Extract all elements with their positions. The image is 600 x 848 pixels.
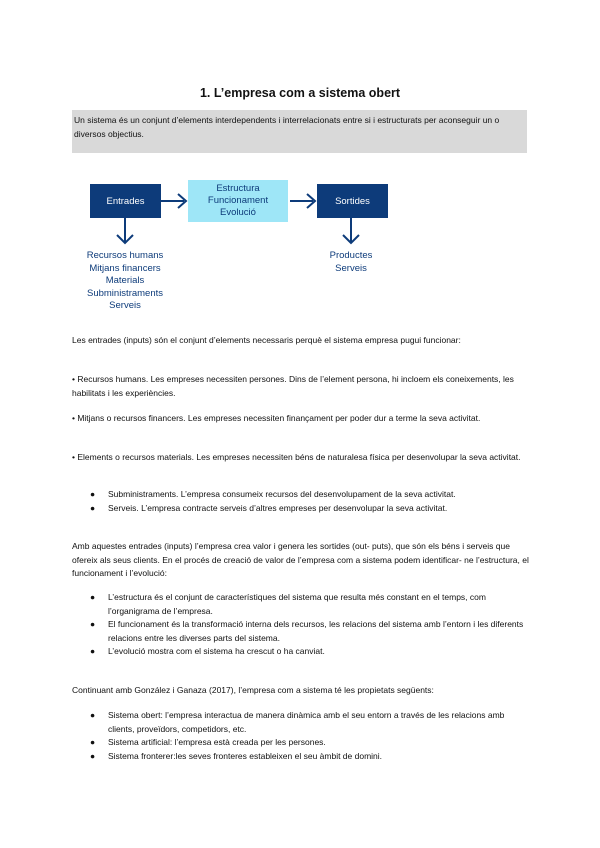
structure-list — [90, 591, 530, 659]
list-item — [90, 488, 530, 502]
list-item — [90, 709, 530, 736]
list-item — [90, 645, 530, 659]
outputs-list-item: Productes — [329, 250, 373, 261]
list-item — [90, 591, 530, 618]
list-item-text: Subministraments. L’empresa consumeix recursos del desenvolupament de la seva activitat. — [108, 489, 456, 499]
list-item-text: L’evolució mostra com el sistema ha crescut o ha canviat. — [108, 646, 325, 656]
inputs-list-item: Recursos humans — [86, 250, 164, 261]
outputs-box: Sortides — [317, 184, 388, 218]
properties-list — [90, 709, 530, 763]
inputs-intro: Les entrades (inputs) són el conjunt d’elements necessaris perquè el sistema empresa pugui funcionar: — [72, 335, 461, 345]
process-structure: Estructura — [216, 183, 260, 194]
inputs-item-human: • Recursos humans. Les empreses necessiten persones. Dins de l’element persona, hi incloem els coneixements, les habilitats i les experiències. — [72, 374, 514, 398]
system-diagram — [86, 178, 430, 318]
bullet-icon: ● — [90, 737, 96, 747]
inputs-list-item: Mitjans financers — [89, 262, 161, 274]
inputs-item-financial: • Mitjans o recursos financers. Les empreses necessiten finançament per poder dur a terme la seva activitat. — [72, 413, 481, 423]
list-item — [90, 750, 530, 764]
materials-list — [90, 488, 530, 515]
list-item-text: L’estructura és el conjunt de característiques del sistema que resulta més constant en el temps, com l’organigrama de l’empresa. — [108, 592, 486, 616]
list-item-text: Sistema obert: l’empresa interactua de manera dinàmica amb el seu entorn a través de les relacions amb clients, proveïdors, competidors, etc. — [108, 710, 505, 734]
properties-intro: Continuant amb González i Ganaza (2017), l’empresa com a sistema té les propietats següents: — [72, 685, 434, 695]
list-item — [90, 736, 530, 750]
inputs-list-item: Subministraments — [86, 287, 164, 299]
list-item — [90, 618, 530, 645]
bullet-icon: ● — [90, 502, 96, 513]
system-definition: Un sistema és un conjunt d’elements interdependents i interrelacionats entre si i estructurats per aconseguir un o diversos objectius. — [72, 110, 527, 153]
inputs-box: Entrades — [90, 184, 161, 218]
outputs-list-item: Serveis — [335, 262, 367, 274]
bullet-icon: ● — [90, 619, 96, 629]
list-item-text: Sistema fronterer:les seves fronteres estableixen el seu àmbit de domini. — [108, 750, 383, 761]
process-function: Funcionament — [207, 195, 269, 206]
inputs-list-item: Materials — [105, 275, 145, 286]
bullet-icon: ● — [90, 710, 96, 720]
list-item-text: Serveis. L’empresa contracte serveis d’altres empreses per desenvolupar la seva activitat. — [108, 502, 448, 513]
bullet-icon: ● — [90, 750, 96, 761]
page-title: 1. L’empresa com a sistema obert — [199, 86, 401, 100]
process-box — [188, 180, 288, 222]
inputs-list-item: Serveis — [109, 300, 141, 311]
list-item-text: Sistema artificial: l’empresa està creada per les persones. — [108, 737, 326, 747]
list-item-text: El funcionament és la transformació interna dels recursos, les relacions del sistema amb l’entorn i les diferents relacions entre les diverses parts del sistema. — [108, 619, 524, 643]
bullet-icon: ● — [90, 646, 96, 656]
bullet-icon: ● — [90, 489, 96, 499]
outputs-paragraph: Amb aquestes entrades (inputs) l’empresa crea valor i genera les sortides (out- puts), que són els béns i serveis que ofereix als seus clients. En el procés de creació de valor de l’empresa com a sistema podem identificar- ne l’estructura, el funcionament i l’evolució: — [72, 541, 529, 578]
outputs-list — [311, 250, 391, 275]
process-evolution: Evolució — [220, 207, 256, 218]
bullet-icon: ● — [90, 592, 96, 602]
inputs-list — [75, 250, 175, 313]
inputs-item-material: • Elements o recursos materials. Les empreses necessiten béns de naturalesa física per desenvolupar la seva activitat. — [72, 452, 521, 462]
list-item — [90, 502, 530, 516]
